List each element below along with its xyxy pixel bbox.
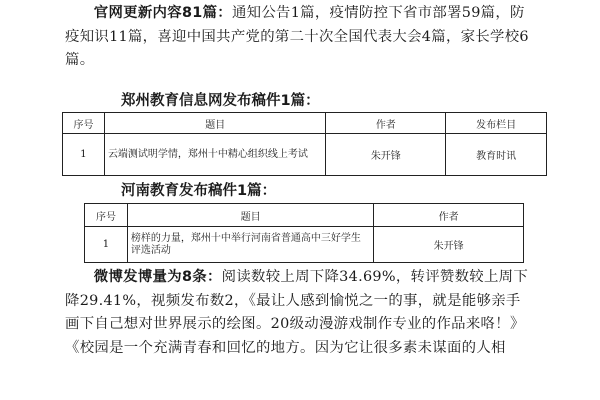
zhengzhou-articles-table xyxy=(62,112,547,176)
zhengzhou-table-title: 郑州教育信息网发布稿件1篇： xyxy=(121,93,320,109)
row-number-cell: 1 xyxy=(85,227,128,263)
header-cell: 发布栏目 xyxy=(446,113,547,134)
row-number-cell: 1 xyxy=(63,134,105,176)
header-cell: 序号 xyxy=(85,204,128,227)
header-cell: 序号 xyxy=(63,113,105,134)
table-row xyxy=(63,134,547,176)
official-site-update-paragraph xyxy=(65,2,535,73)
article-title-cell: 云端测试明学情，郑州十中精心组织线上考试 xyxy=(104,134,326,176)
official-site-update-text: 通知公告1篇，疫情防控下省市部署59篇，防疫知识11篇，喜迎中国共产党的第二十次全国代表大会4篇，家长学校6篇。 xyxy=(65,5,529,68)
official-site-update-label: 官网更新内容81篇： xyxy=(93,5,232,21)
header-cell: 作者 xyxy=(374,204,524,227)
author-cell: 朱开锋 xyxy=(326,134,446,176)
table-header-row xyxy=(85,204,524,227)
header-cell: 题目 xyxy=(127,204,373,227)
weibo-stats-label: 微博发博量为8条： xyxy=(93,269,222,285)
henan-table-title: 河南教育发布稿件1篇： xyxy=(121,183,277,199)
table-header-row xyxy=(63,113,547,134)
weibo-stats-text: 阅读数较上周下降34.69%，转评赞数较上周下降29.41%，视频发布数2，《最让人感到愉悦之一的事，就是能够亲手画下自己想对世界展示的绘图。20级动漫游戏制作专业的作品来咯！》《校园是一个充满青春和回忆的地方。因为它让很多素未谋面的人相 xyxy=(65,269,529,356)
column-cell: 教育时讯 xyxy=(446,134,547,176)
table-row xyxy=(85,227,524,263)
header-cell: 题目 xyxy=(104,113,326,134)
henan-articles-table xyxy=(84,203,524,263)
weibo-stats-paragraph xyxy=(65,266,535,360)
author-cell: 朱开锋 xyxy=(374,227,524,263)
article-title-cell: 榜样的力量，郑州十中举行河南省普通高中三好学生评选活动 xyxy=(127,227,373,263)
header-cell: 作者 xyxy=(326,113,446,134)
